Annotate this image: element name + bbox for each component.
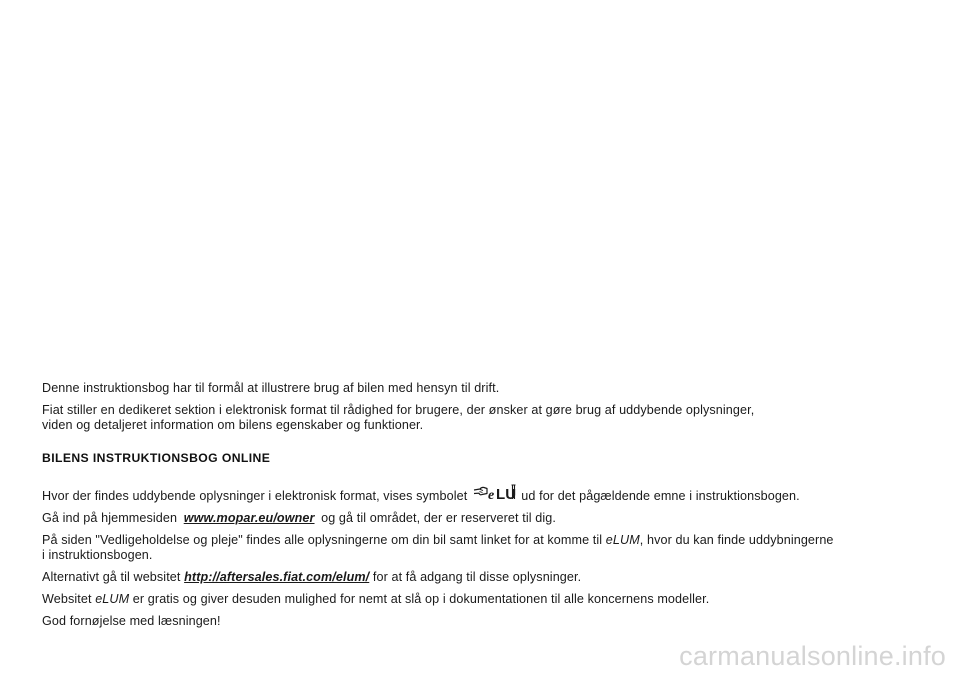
page-text-after: , hvor du kan finde uddybningerne (639, 533, 834, 547)
website-text-after: og gå til området, der er reserveret til dig. (321, 511, 556, 525)
elum-term: eLUM (605, 533, 640, 547)
aftersales-elum-link[interactable]: http://aftersales.fiat.com/elum/ (184, 570, 370, 584)
free-paragraph (42, 592, 942, 607)
free-text-after: er gratis og giver desuden mulighed for nemt at slå op i dokumentationen til alle koncernens modeller. (132, 592, 710, 606)
mopar-owner-link[interactable]: www.mopar.eu/owner (183, 511, 315, 525)
closing-paragraph: God fornøjelse med læsningen! (42, 614, 221, 628)
document-body (42, 381, 942, 629)
page-paragraph-line-1 (42, 533, 942, 548)
elum-hand-pointer-icon (473, 481, 517, 503)
intro-paragraph: Denne instruktionsbog har til formål at illustrere brug af bilen med hensyn til drift. (42, 381, 500, 395)
symbol-paragraph (42, 481, 942, 504)
section-heading: BILENS INSTRUKTIONSBOG ONLINE (42, 451, 271, 465)
svg-text:e: e (488, 488, 495, 503)
elum-term: eLUM (95, 592, 130, 606)
website-text-before: Gå ind på hjemmesiden (42, 511, 178, 525)
symbol-text-before: Hvor der findes uddybende oplysninger i elektronisk format, vises symbolet (42, 489, 468, 503)
free-text-before: Websitet (42, 592, 92, 606)
page-text-before: På siden "Vedligeholdelse og pleje" findes alle oplysningerne om din bil samt linket for at komme til (42, 533, 603, 547)
alternative-paragraph (42, 570, 942, 585)
watermark: carmanualsonline.info (679, 641, 946, 671)
svg-text:LU: LU (496, 486, 517, 503)
fiat-paragraph-line-2: viden og detaljeret information om bilens egenskaber og funktioner. (42, 418, 424, 432)
page-paragraph-line-2: i instruktionsbogen. (42, 548, 153, 562)
symbol-text-after: ud for det pågældende emne i instruktionsbogen. (521, 489, 800, 503)
alternative-text-before: Alternativt gå til websitet (42, 570, 181, 584)
website-paragraph (42, 511, 942, 526)
alternative-text-after: for at få adgang til disse oplysninger. (372, 570, 582, 584)
fiat-paragraph-line-1: Fiat stiller en dedikeret sektion i elektronisk format til rådighed for brugere, der ønsker at gøre brug af uddybende oplysninger, (42, 403, 755, 417)
